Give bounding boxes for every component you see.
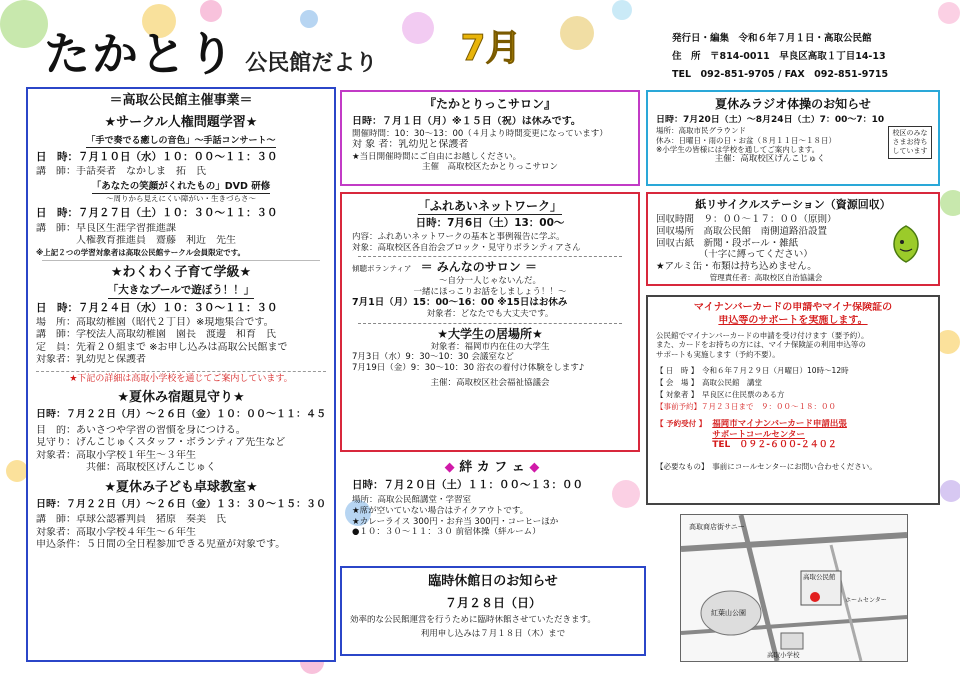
map-label-kominkan: 高取公民館 <box>803 573 836 581</box>
dvd-instructor-2: 人権教育推進員 齋藤 利近 先生 <box>36 235 236 247</box>
daigaku-host: 主催：高取校区社会福祉協議会 <box>430 377 550 388</box>
minna-target: 対象者：どなたでも大丈夫です。 <box>426 309 554 319</box>
fureai-box <box>340 192 640 452</box>
diamond-icon: ◆ <box>529 460 540 475</box>
address-line: 住 所 〒814-0011 早良区高取１丁目14-13 <box>672 51 886 62</box>
recycle-items: 回収古紙 新聞・段ボール・雑紙 <box>656 237 799 249</box>
radio-title: 夏休みラジオ体操のお知らせ <box>715 97 871 111</box>
takkyu-target: 対象者：高取小学校４年生～６年生 <box>36 526 196 538</box>
publisher-info <box>672 30 952 84</box>
radio-holidays: 休み：日曜日・雨の日・お盆（８月１１日～１８日） <box>656 135 836 145</box>
minna-prefix: 傾聴ボランティア <box>352 264 412 274</box>
minna-title: ＝ みんなのサロン ＝ <box>420 260 537 275</box>
kosodate-title: ★わくわく子育て学級★ <box>110 265 252 281</box>
mynumber-bring: 【必要なもの】 事前にコールセンターにお問い合わせください。 <box>656 461 877 471</box>
kosodate-place: 場 所：高取幼稚園（昭代２丁目）※現地集合です。 <box>36 316 274 328</box>
radio-host: 主催：高取校区げんこじゅく <box>714 154 826 165</box>
minna-tagline-2: 一緒にほっこりお話をしましょう！！～ <box>413 286 567 297</box>
leaf-mascot-icon <box>888 224 924 264</box>
dvd-datetime: 日 時：７月２７日（土）１０：３０～１１：３０ <box>36 206 278 219</box>
recycle-warning: ★アルミ缶・布類は持ち込めません。 <box>656 261 817 273</box>
radio-date: 日時：7月20日（土）～8月24日（土）7：00～7：10 <box>656 115 885 125</box>
newsletter-title: たかとり <box>44 27 236 81</box>
mynumber-title-1: マイナンバーカードの申請やマイナ保険証の <box>693 302 893 313</box>
kizuna-note: ★席が空いていない場合はテイクアウトです。 <box>352 506 529 516</box>
mynumber-intro-3: サポートも実施します（予約不要）。 <box>656 349 780 359</box>
shukudai-purpose: 目 的：あいさつや学習の習慣を身につける。 <box>36 424 246 436</box>
kizuna-menu: ★カレーライス 300円・お弁当 300円・コーヒーほか <box>352 516 559 527</box>
radio-place: 場所：高取市民グラウンド <box>656 126 746 136</box>
map-drawing <box>681 515 907 661</box>
closure-deadline: 利用申し込みは７月１８日（木）まで <box>420 628 566 639</box>
reserve-phone: TEL ０９２-６００-２４０２ <box>712 440 837 451</box>
daigaku-date-2: 7月19日（金）9：30～10：30 浴衣の着付け体験をします♪ <box>352 362 585 373</box>
radio-school-note: ※小学生の皆様には学校を通してご案内します。 <box>656 145 820 154</box>
reserve-center-2: サポートコールセンター <box>712 429 805 440</box>
mynumber-datetime: 【 日 時 】 令和６年７月２９日（月曜日）10時～12時 <box>656 366 849 376</box>
shukudai-target: 対象者：高取小学校１年生～３年生 <box>36 449 196 461</box>
recycle-place: 回収場所 高取公民館 南側道路沿設置 <box>656 225 828 237</box>
minna-tagline-1: ～自分一人じゃないんだ。 <box>438 275 541 286</box>
shukudai-staff: 見守り：げんこじゅくスタッフ・ボランティア先生など <box>36 437 286 449</box>
circle-note: ※上記２つの学習対象者は高取公民館サークル会員限定です。 <box>36 247 245 257</box>
mynumber-intro-1: 公民館でマイナンバーカードの申請を受け付けます（要予約）。 <box>656 331 869 340</box>
kosodate-target: 対象者：乳幼児と保護者 <box>36 354 146 366</box>
kizuna-place: 場所：高取公民館講堂・学習室 <box>352 495 472 506</box>
salon-note: ★当日開催時間にご自由にお越しください。 <box>352 151 522 162</box>
kosodate-subtitle: 「大きなプールで遊ぼう！！」 <box>108 284 254 298</box>
main-events-heading: ＝高取公民館主催事業＝ <box>109 93 253 108</box>
daigaku-date-1: 7月3日（水）9：30～10：30 会議室など <box>352 352 514 363</box>
mynumber-target: 【 対象者 】 早良区に住民票のある方 <box>656 390 785 400</box>
recycle-title: 紙リサイクルステーション（資源回収） <box>695 198 891 211</box>
masthead <box>44 26 377 84</box>
month-badge-text: 7月 <box>460 27 522 69</box>
newsletter-subtitle: 公民館だより <box>245 51 378 76</box>
closure-title: 臨時休館日のお知らせ <box>428 574 558 589</box>
fureai-title: 「ふれあいネットワーク」 <box>417 199 562 213</box>
map-label-sunny: 高取商店街サニー <box>689 523 745 531</box>
takkyu-datetime: 日時：７月２２日（月）～２６日（金）１３：３０～１５：３０ <box>36 498 326 510</box>
dvd-instructor-1: 講 師：早良区生涯学習推進課 <box>36 222 176 234</box>
daigaku-title: ★大学生の居場所★ <box>437 326 543 341</box>
month-badge <box>452 18 530 78</box>
shukudai-cohost: 共催：高取校区げんこじゅく <box>36 462 216 474</box>
recycle-manager: 管理責任者：高取校区自治協議会 <box>709 273 823 283</box>
shukudai-title: ★夏休み宿題見守り★ <box>117 389 245 405</box>
dvd-caption: ～周りから見えにくい障がい・生きづらさ～ <box>106 194 256 204</box>
salon-date: 日時：７月１日（月）※１５日（祝）は休みです。 <box>352 116 581 127</box>
salon-box <box>340 90 640 186</box>
mynumber-title-2: 申込等のサポートを実施します。 <box>718 314 868 326</box>
recycle-tie-note: （十字に縛ってください） <box>656 249 813 261</box>
closure-date: ７月２８日（日） <box>444 596 541 611</box>
kizuna-cafe <box>346 460 638 538</box>
dvd-subtitle: 「あなたの笑顔がくれたもの」DVD 研修 <box>91 181 271 193</box>
salon-host: 主催 高取校区たかとりっこサロン <box>421 162 558 173</box>
tel-fax-line: TEL 092-851-9705 / FAX 092-851-9715 <box>672 69 889 80</box>
kosodate-datetime: 日 時：７月２４日（水）１０：３０～１１：３０ <box>36 301 278 314</box>
salon-title: 『たかとりっこサロン』 <box>423 97 556 111</box>
reserve-center-1: 福岡市マイナンバーカード申請出張 <box>712 419 847 430</box>
map-label-homecenter: ホームセンター <box>845 597 887 604</box>
detail-note: ★下記の詳細は高取小学校を通じてご案内しています。 <box>36 371 326 385</box>
takkyu-instructor: 講 師：卓球公認審判員 猪原 奏美 氏 <box>36 514 226 526</box>
concert-datetime: 日 時：７月１０日（水）１０：００～１１：３０ <box>36 150 278 163</box>
circle-study-title: ★サークル人権問題学習★ <box>104 115 258 131</box>
kizuna-exercise: ●１０：３０～１１：３０ 前宿体操（絆ルーム） <box>352 527 541 538</box>
closure-box <box>340 566 646 656</box>
mynumber-intro-2: また、カードをお持ちの方には、マイナ保険証の利用申込等の <box>656 340 866 350</box>
takkyu-condition: 申込条件：５日間の全日程参加できる児童が対象です。 <box>36 539 286 551</box>
fureai-date: 日時：7月6日（土）13：00～ <box>415 217 565 229</box>
kosodate-capacity: 定 員：先着２０組まで ※お申し込みは高取公民館まで <box>36 341 288 353</box>
closure-reason: 効率的な公民館運営を行うために臨時休館させていただきます。 <box>350 615 596 626</box>
mynumber-reservation: 【事前予約】７月２３日まで ９：００～１８：００ <box>656 402 836 412</box>
mynumber-venue: 【 会 場 】 高取公民館 講堂 <box>656 378 763 388</box>
map-label-park: 紅葉山公園 <box>711 609 746 617</box>
salon-target: 対 象 者：乳幼児と保護者 <box>352 139 469 151</box>
kosodate-instructor: 講 師：学校法人高取幼稚園 園長 渡邊 和育 氏 <box>36 329 276 341</box>
diamond-icon: ◆ <box>444 460 455 475</box>
radio-exercise-box <box>646 90 940 186</box>
salon-time: 開催時間：10：30～13：00（４月より時間変更になっています） <box>352 128 608 139</box>
mynumber-box <box>646 295 940 505</box>
access-map <box>680 514 908 662</box>
recycle-time: 回収時間 ９：００～１７：００（原則） <box>656 213 837 225</box>
takkyu-title: ★夏休み子ども卓球教室★ <box>104 479 258 495</box>
publisher-line: 発行日・編集 令和６年７月１日・高取公民館 <box>672 33 872 44</box>
daigaku-target: 対象者：福岡市内在住の大学生 <box>430 341 550 352</box>
concert-subtitle: 「手で奏でる癒しの音色」～手話コンサート～ <box>86 136 275 148</box>
reserve-label: 【 予約受付 】 <box>656 419 707 429</box>
map-label-school: 高取小学校 <box>767 651 800 659</box>
minna-datetime: 7月1日（月）15：00～16：00 ※15日はお休み <box>352 297 568 309</box>
shukudai-datetime: 日時：７月２２日（月）～２６日（金）１０：００～１１：４５ <box>36 409 326 421</box>
fureai-target: 対象：高取校区各自治会ブロック・見守りボランティアさん <box>352 242 581 253</box>
kizuna-title: 絆 カ フ ェ <box>459 460 525 475</box>
fureai-content: 内容：ふれあいネットワークの基本と事例報告に学ぶ。 <box>352 232 565 243</box>
left-panel-main-events <box>26 87 336 662</box>
concert-instructor: 講 師：手話奏者 なかしま 拓 氏 <box>36 165 206 177</box>
recycle-box <box>646 192 940 286</box>
radio-callout: 校区のみなさまお待ちしています <box>888 126 932 159</box>
kizuna-datetime: 日時：７月２０日（土）１１：００～１３：００ <box>352 479 583 492</box>
